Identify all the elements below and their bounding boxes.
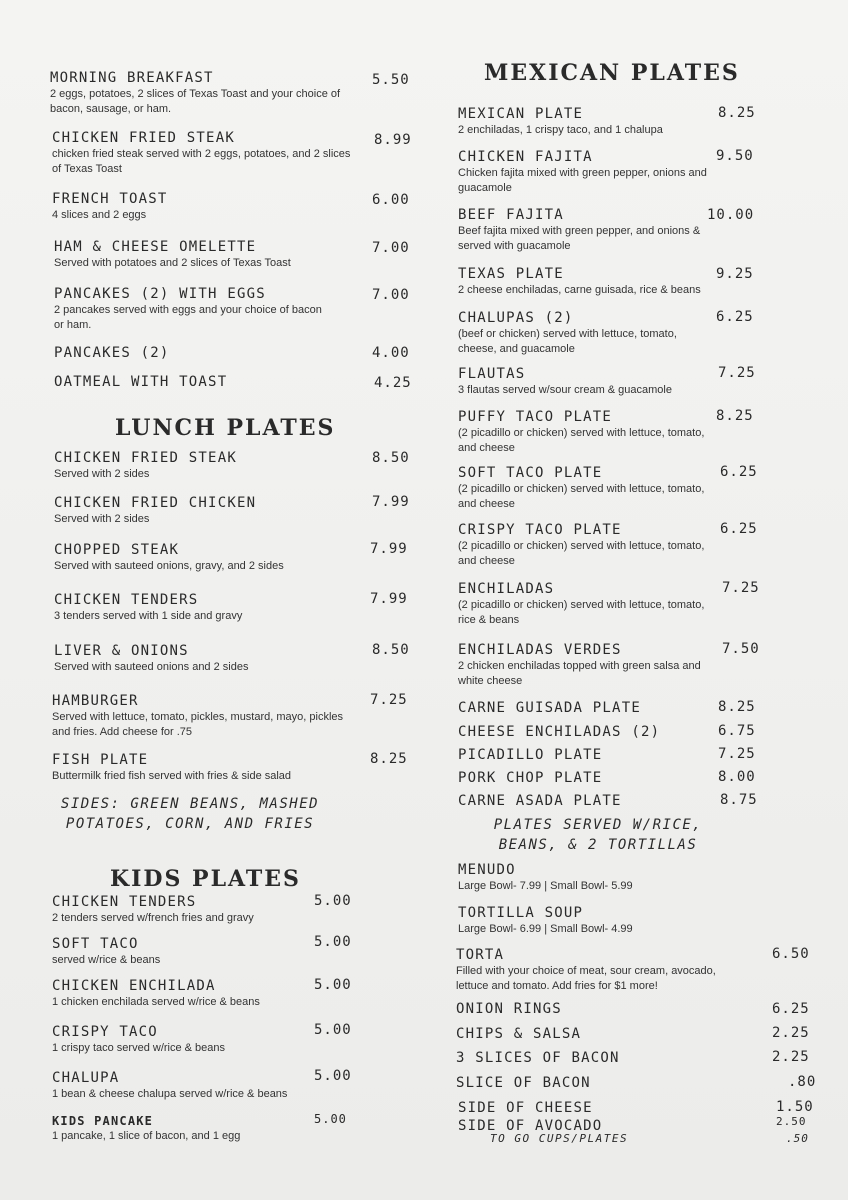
- item-name: HAMBURGER: [52, 693, 139, 709]
- item-name: CRISPY TACO: [52, 1024, 158, 1040]
- item-price: 8.25: [716, 408, 754, 424]
- item-name: CHICKEN FRIED STEAK: [52, 130, 235, 146]
- item-desc: (beef or chicken) served with lettuce, tomato, cheese, and guacamole: [458, 328, 677, 355]
- item-price: .50: [786, 1132, 809, 1145]
- menu-item: [456, 947, 746, 994]
- menu-item: [52, 894, 352, 926]
- item-price: 1.50: [776, 1099, 814, 1115]
- item-desc: 2 pancakes served with eggs and your choice of bacon or ham.: [54, 304, 322, 331]
- menu-item: [52, 1024, 352, 1056]
- item-desc: 2 enchiladas, 1 crispy taco, and 1 chalupa: [458, 124, 663, 136]
- menu-item: [52, 191, 362, 223]
- item-price: 4.25: [374, 375, 412, 391]
- item-desc: (2 picadillo or chicken) served with lettuce, tomato, and cheese: [458, 540, 705, 567]
- item-price: 8.50: [372, 450, 410, 466]
- item-name: PICADILLO PLATE: [458, 747, 603, 763]
- item-name: SLICE OF BACON: [456, 1075, 591, 1091]
- item-desc: 2 chicken enchiladas topped with green salsa and white cheese: [458, 660, 701, 687]
- menu-item: [456, 1026, 746, 1042]
- menu-item: [54, 592, 364, 624]
- menu-item: [54, 239, 364, 271]
- item-price: 5.00: [314, 893, 352, 909]
- item-name: CHICKEN FRIED STEAK: [54, 450, 237, 466]
- menu-item: [458, 149, 708, 196]
- item-name: TEXAS PLATE: [458, 266, 564, 282]
- item-price: 8.25: [718, 699, 756, 715]
- item-desc: Served with 2 sides: [54, 468, 150, 480]
- item-desc: 3 flautas served w/sour cream & guacamole: [458, 384, 672, 396]
- menu-item: [54, 542, 364, 574]
- menu-item: [52, 1114, 352, 1144]
- item-price: 6.50: [772, 946, 810, 962]
- menu-item: [458, 770, 718, 786]
- item-name: CARNE GUISADA PLATE: [458, 700, 641, 716]
- item-name: LIVER & ONIONS: [54, 643, 189, 659]
- menu-item: [52, 936, 352, 968]
- item-price: 4.00: [372, 345, 410, 361]
- item-price: 9.50: [716, 148, 754, 164]
- menu-item: [52, 1070, 352, 1102]
- item-price: 5.00: [314, 977, 352, 993]
- item-price: 6.25: [720, 521, 758, 537]
- item-desc: 1 chicken enchilada served w/rice & beans: [52, 996, 260, 1008]
- item-price: 6.25: [772, 1001, 810, 1017]
- item-desc: 1 pancake, 1 slice of bacon, and 1 egg: [52, 1130, 241, 1142]
- menu-item: [54, 643, 364, 675]
- menu-item: [458, 207, 708, 254]
- item-price: 2.25: [772, 1049, 810, 1065]
- item-price: 6.25: [720, 464, 758, 480]
- item-price: 5.00: [314, 1022, 352, 1038]
- menu-item: [52, 752, 362, 784]
- menu-item: [458, 310, 708, 357]
- plates-note: PLATES SERVED W/RICE, BEANS, & 2 TORTILLAS: [493, 817, 703, 853]
- item-desc: 1 bean & cheese chalupa served w/rice & beans: [52, 1088, 288, 1100]
- menu-item: [458, 266, 728, 298]
- item-name: ENCHILADAS: [458, 581, 555, 597]
- item-price: 6.25: [716, 309, 754, 325]
- item-name: CHICKEN TENDERS: [52, 894, 197, 910]
- item-name: FRENCH TOAST: [52, 191, 168, 207]
- item-name: CHIPS & SALSA: [456, 1026, 582, 1042]
- item-name: TORTILLA SOUP: [458, 905, 584, 921]
- menu-item: [458, 522, 713, 569]
- item-desc: 4 slices and 2 eggs: [52, 209, 147, 221]
- item-name: BEEF FAJITA: [458, 207, 564, 223]
- item-name: TORTA: [456, 947, 505, 963]
- menu-item: [458, 409, 713, 456]
- item-desc: 3 tenders served with 1 side and gravy: [54, 610, 243, 622]
- item-name: MORNING BREAKFAST: [50, 70, 214, 86]
- item-price: 6.75: [718, 723, 756, 739]
- menu-item: [54, 286, 324, 333]
- item-price: 8.25: [718, 105, 756, 121]
- item-desc: Served with sauteed onions and 2 sides: [54, 661, 249, 673]
- item-name: MEXICAN PLATE: [458, 106, 584, 122]
- item-desc: 1 crispy taco served w/rice & beans: [52, 1042, 226, 1054]
- section-heading-mexican: MEXICAN PLATES: [484, 60, 740, 86]
- item-name: ENCHILADAS VERDES: [458, 642, 622, 658]
- menu-item: [458, 862, 718, 894]
- menu-item: [458, 642, 713, 689]
- menu-item: [54, 495, 364, 527]
- item-desc: Filled with your choice of meat, sour cream, avocado, lettuce and tomato. Add fries for $1 more!: [456, 965, 716, 992]
- menu-item: [458, 747, 718, 763]
- item-desc: (2 picadillo or chicken) served with lettuce, tomato, and cheese: [458, 483, 705, 510]
- item-price: 8.25: [370, 751, 408, 767]
- menu-item: [456, 1050, 746, 1066]
- item-name: HAM & CHEESE OMELETTE: [54, 239, 257, 255]
- item-price: 2.50: [776, 1115, 807, 1128]
- menu-item: [458, 793, 718, 809]
- sides-note: SIDES: GREEN BEANS, MASHED POTATOES, CORN, AND FRIES: [60, 796, 320, 832]
- menu-item: [458, 700, 718, 716]
- item-price: 8.75: [720, 792, 758, 808]
- item-name: CHALUPA: [52, 1070, 120, 1086]
- item-name: CHICKEN FRIED CHICKEN: [54, 495, 257, 511]
- item-name: CHICKEN TENDERS: [54, 592, 199, 608]
- item-name: PUFFY TACO PLATE: [458, 409, 613, 425]
- item-name: PANCAKES (2) WITH EGGS: [54, 286, 266, 302]
- item-price: 7.25: [718, 746, 756, 762]
- item-name: 3 SLICES OF BACON: [456, 1050, 620, 1066]
- item-price: 8.99: [374, 132, 412, 148]
- item-desc: served w/rice & beans: [52, 954, 161, 966]
- item-desc: (2 picadillo or chicken) served with lettuce, tomato, and cheese: [458, 427, 705, 454]
- item-price: 7.99: [370, 541, 408, 557]
- item-desc: Chicken fajita mixed with green pepper, onions and guacamole: [458, 167, 707, 194]
- item-desc: Served with lettuce, tomato, pickles, mustard, mayo, pickles and fries. Add cheese for .75: [52, 711, 344, 738]
- item-name: SIDE OF CHEESE: [458, 1100, 593, 1116]
- menu-item: [458, 1100, 748, 1116]
- item-price: 6.00: [372, 192, 410, 208]
- item-price: 7.25: [370, 692, 408, 708]
- menu-item: [52, 130, 362, 177]
- section-heading-kids: KIDS PLATES: [110, 866, 301, 892]
- menu-item: [458, 581, 713, 628]
- item-name: CARNE ASADA PLATE: [458, 793, 622, 809]
- item-name: OATMEAL WITH TOAST: [54, 374, 228, 390]
- item-name: CHICKEN ENCHILADA: [52, 978, 216, 994]
- item-desc: chicken fried steak served with 2 eggs, potatoes, and 2 slices of Texas Toast: [52, 148, 351, 175]
- item-price: 5.50: [372, 72, 410, 88]
- item-price: 7.00: [372, 287, 410, 303]
- section-heading-lunch: LUNCH PLATES: [115, 415, 336, 441]
- item-name: FISH PLATE: [52, 752, 149, 768]
- item-name: FLAUTAS: [458, 366, 526, 382]
- item-desc: 2 eggs, potatoes, 2 slices of Texas Toast and your choice of bacon, sausage, or ham.: [50, 88, 341, 115]
- item-price: 10.00: [707, 207, 755, 223]
- item-price: 7.50: [722, 641, 760, 657]
- item-name: CHOPPED STEAK: [54, 542, 180, 558]
- item-price: 7.99: [372, 494, 410, 510]
- item-name: PORK CHOP PLATE: [458, 770, 603, 786]
- menu-item: [50, 70, 360, 117]
- item-name: SIDE OF AVOCADO: [458, 1118, 603, 1134]
- item-name: CHICKEN FAJITA: [458, 149, 593, 165]
- menu-item: [52, 693, 352, 740]
- item-name: SOFT TACO PLATE: [458, 465, 603, 481]
- menu-item: [458, 724, 718, 740]
- item-desc: Beef fajita mixed with green pepper, and onions & served with guacamole: [458, 225, 701, 252]
- to-go-note: TO GO CUPS/PLATES: [490, 1132, 629, 1145]
- item-desc: Large Bowl- 6.99 | Small Bowl- 4.99: [458, 923, 633, 935]
- menu-item: [458, 106, 718, 138]
- item-price: 2.25: [772, 1025, 810, 1041]
- item-name: CHALUPAS (2): [458, 310, 574, 326]
- item-name: ONION RINGS: [456, 1001, 562, 1017]
- item-price: 8.00: [718, 769, 756, 785]
- menu-item: [54, 450, 364, 482]
- item-desc: 2 cheese enchiladas, carne guisada, rice & beans: [458, 284, 701, 296]
- item-desc: (2 picadillo or chicken) served with lettuce, tomato, rice & beans: [458, 599, 705, 626]
- item-desc: Buttermilk fried fish served with fries & side salad: [52, 770, 292, 782]
- item-price: 7.99: [370, 591, 408, 607]
- item-name: PANCAKES (2): [54, 345, 170, 361]
- item-desc: Served with potatoes and 2 slices of Texas Toast: [54, 257, 291, 269]
- item-name: SOFT TACO: [52, 936, 139, 952]
- item-price: 9.25: [716, 266, 754, 282]
- item-desc: Large Bowl- 7.99 | Small Bowl- 5.99: [458, 880, 633, 892]
- menu-item: [456, 1075, 746, 1091]
- menu-item: [458, 465, 713, 512]
- item-desc: Served with sauteed onions, gravy, and 2 sides: [54, 560, 284, 572]
- menu-item: [458, 905, 718, 937]
- menu-item: [458, 366, 718, 398]
- item-desc: Served with 2 sides: [54, 513, 150, 525]
- item-name: MENUDO: [458, 862, 516, 878]
- item-price: 5.00: [314, 1112, 347, 1126]
- menu-item: [52, 978, 352, 1010]
- menu-item: [54, 345, 364, 361]
- item-desc: 2 tenders served w/french fries and gravy: [52, 912, 254, 924]
- item-name: KIDS PANCAKE: [52, 1114, 154, 1128]
- item-price: 5.00: [314, 1068, 352, 1084]
- item-name: CRISPY TACO PLATE: [458, 522, 622, 538]
- menu-item: [54, 374, 364, 390]
- item-price: 7.00: [372, 240, 410, 256]
- menu-item: [456, 1001, 746, 1017]
- item-price: 7.25: [722, 580, 760, 596]
- item-price: 5.00: [314, 934, 352, 950]
- item-name: CHEESE ENCHILADAS (2): [458, 724, 661, 740]
- item-price: .80: [788, 1074, 817, 1090]
- item-price: 7.25: [718, 365, 756, 381]
- item-price: 8.50: [372, 642, 410, 658]
